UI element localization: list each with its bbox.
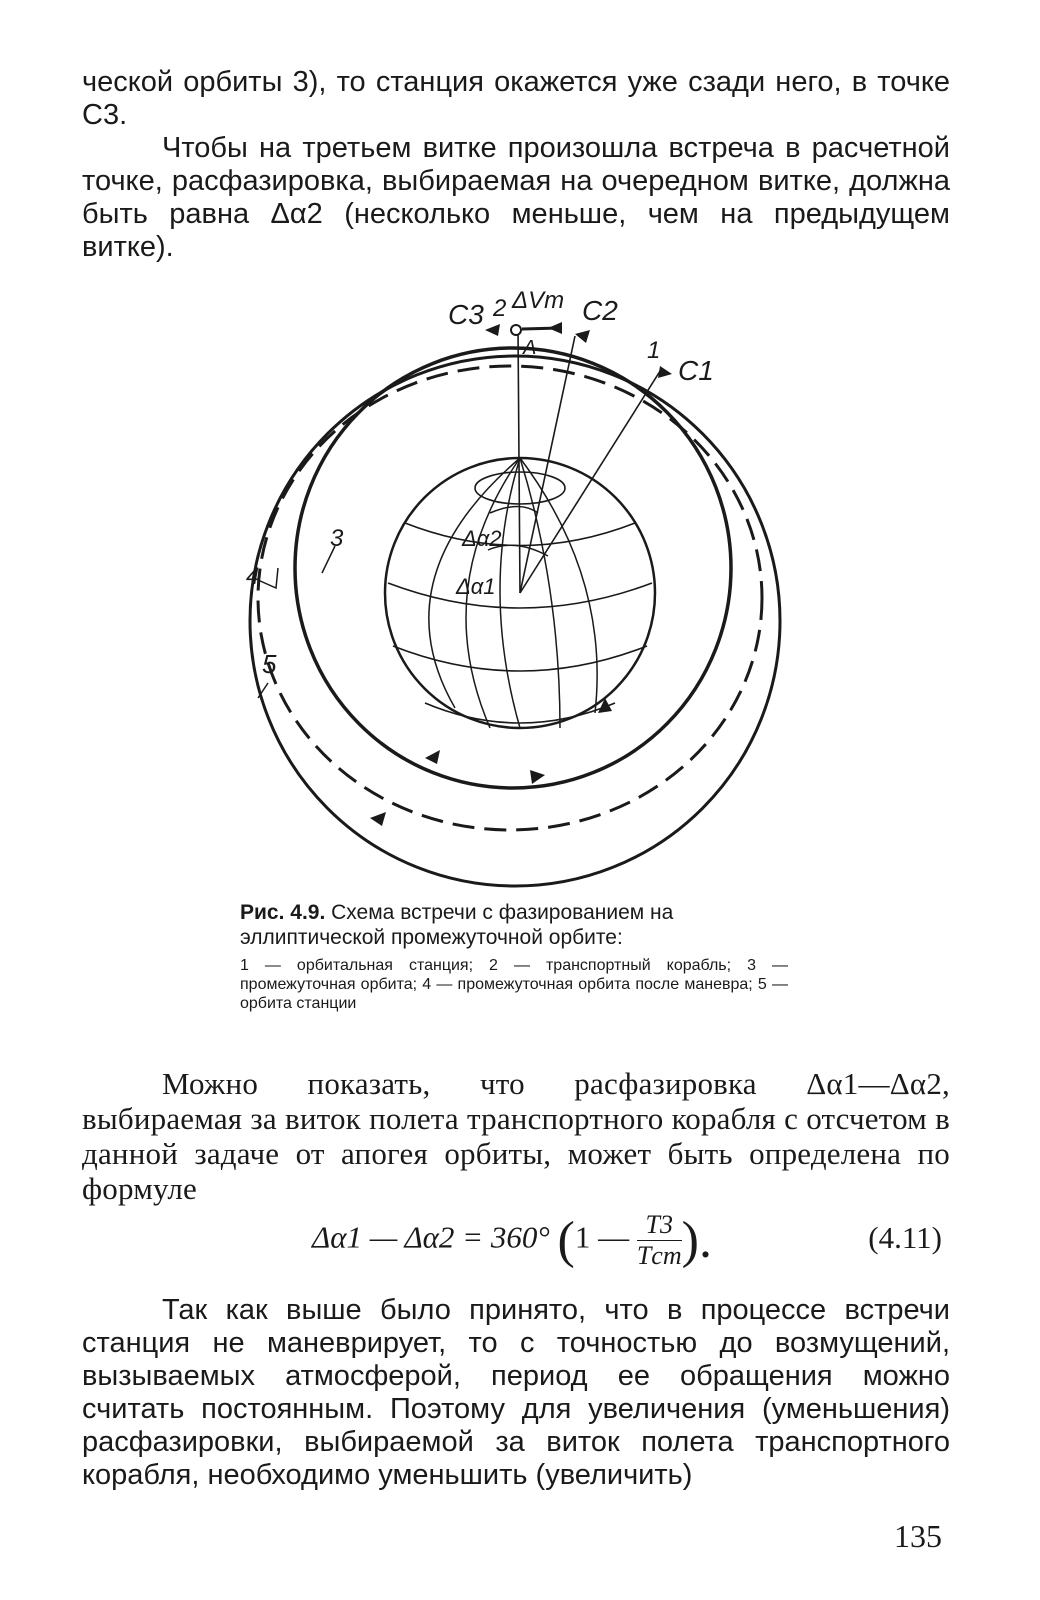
transport-ship-2-marker <box>511 325 521 335</box>
label-a: A <box>523 337 537 359</box>
globe-latitude-3 <box>393 646 647 671</box>
formula-one-minus: 1 — <box>574 1219 637 1255</box>
radius-to-c1 <box>520 368 662 593</box>
formula-lhs: Δα1 — Δα2 = 360° <box>312 1219 550 1255</box>
label-c1: C1 <box>678 355 714 386</box>
formula-4-11 <box>300 1202 950 1272</box>
paragraph-conclusion: Так как выше было принято, что в процессе встречи станция не маневрирует, то с точностью до возмущений, вызываемых атмосферой, период ее обращения можно считать постоянным. Поэтому для увеличения (уменьшения) расфазировки, выбираемой за виток полета транспортного корабля, необходимо уменьшить (увеличить) <box>82 1294 950 1491</box>
label-3: 3 <box>330 525 344 552</box>
formula-denominator: Tст <box>636 1241 682 1270</box>
caption-title-text: Схема встречи с фазированием на эллиптической промежуточной орбите: <box>240 901 674 949</box>
caption-figure-number: Рис. 4.9. <box>240 901 326 924</box>
formula-numerator: T3 <box>637 1210 682 1241</box>
paragraph-phasing: Чтобы на третьем витке произошла встреча в расчетной точке, расфазировка, выбираемая на очередном витке, должна быть равна Δα2 (несколько меньше, чем на предыдущем витке). <box>82 132 950 263</box>
label-c3: C3 <box>448 299 484 330</box>
caption-title <box>240 900 788 950</box>
label-5: 5 <box>262 649 277 679</box>
label-4: 4 <box>246 563 260 590</box>
formula-expression <box>312 1210 712 1271</box>
label-c2: C2 <box>582 295 618 326</box>
formula-fraction <box>637 1210 682 1271</box>
arrowhead-orbit-5 <box>370 812 386 826</box>
marker-c3 <box>485 324 500 336</box>
equation-number: (4.11) <box>868 1220 942 1255</box>
page-number: 135 <box>894 1518 942 1554</box>
orbit-diagram-svg <box>230 288 790 888</box>
angle-arc-dalpha2 <box>490 507 538 514</box>
caption-legend: 1 — орбитальная станция; 2 — транспортный корабль; 3 — промежуточная орбита; 4 — промежуточная орбита после маневра; 5 — орбита станции <box>240 957 788 1012</box>
figure-caption <box>240 900 788 1013</box>
radius-to-c2 <box>520 336 575 593</box>
intermediate-orbit-3 <box>295 348 731 788</box>
label-delta-vt: ΔVт <box>512 288 565 314</box>
label-1: 1 <box>647 337 661 364</box>
marker-c1 <box>658 366 672 378</box>
delta-v-arrow <box>522 328 560 329</box>
formula-open-paren: ( <box>557 1212 575 1269</box>
globe-meridian-2 <box>500 458 520 728</box>
formula-close-paren: ). <box>681 1212 712 1269</box>
radius-to-a <box>518 328 520 593</box>
paragraph-continuation: ческой орбиты 3), то станция окажется уже сзади него, в точке C3. <box>82 66 950 131</box>
label-delta-alpha-1: Δα1 <box>456 574 496 599</box>
arrowhead-orbit-4 <box>425 750 440 764</box>
label-delta-alpha-2: Δα2 <box>462 526 502 551</box>
figure-orbit-diagram <box>230 288 790 888</box>
marker-c2 <box>575 330 590 343</box>
arrowhead-orbit-3b <box>530 770 545 784</box>
paragraph-formula-intro: Можно показать, что расфазировка Δα1—Δα2, выбираемая за виток полета транспортного корабля с отсчетом в данной задаче от апогея орбиты, может быть определена по формуле <box>82 1066 950 1206</box>
label-2: 2 <box>493 295 507 322</box>
